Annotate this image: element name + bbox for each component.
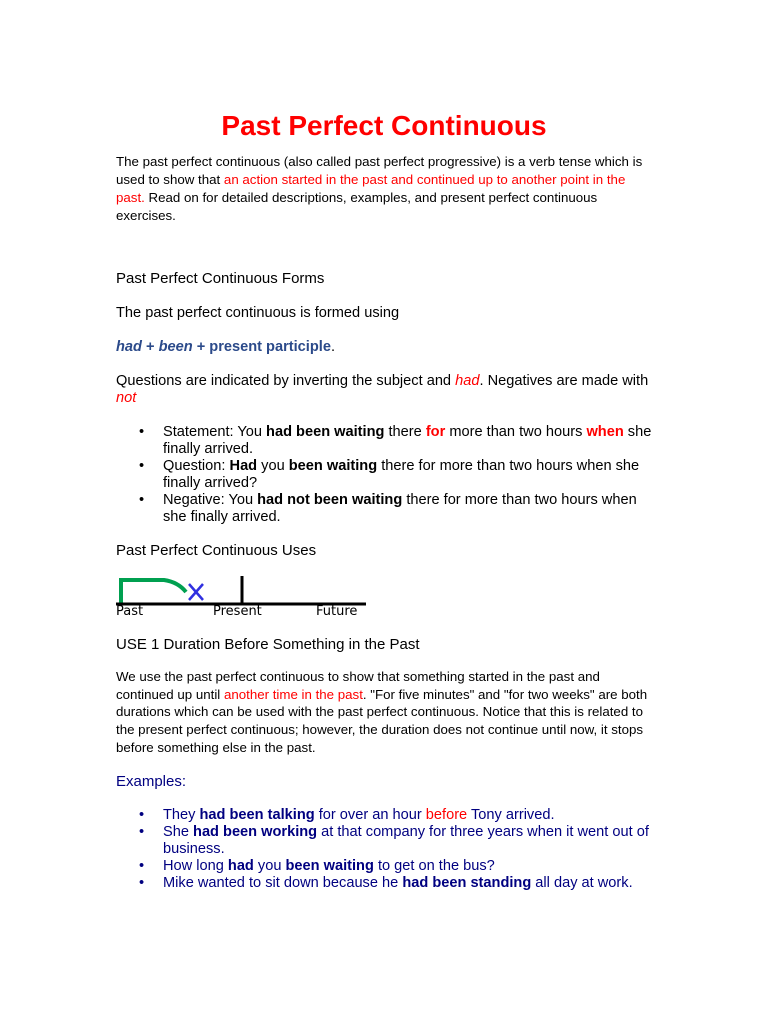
formula-rest: + present participle [192,339,331,355]
list-item [116,458,656,492]
example-text: at that company for three years when it went out of business. [163,824,649,857]
timeline-label-past: Past [116,604,144,619]
list-item [116,492,656,526]
bullet-text: Question: [163,458,230,474]
use1-text-end: . "For five minutes" and "for two weeks" are both durations which can be used with the past perfect continuous. Notice that this is related to the present perfect continuous; however, the duration does not continue until now, it stops before something else in the past. [116,686,648,755]
bullet-text: you [257,458,289,474]
example-bold: had been talking [199,807,315,823]
use1-highlight: another time in the past [223,686,363,702]
bullet-text: more than two hours [445,424,587,440]
formula-dot: . [330,339,336,355]
intro-text-end: Read on for detailed descriptions, examples, and present perfect continuous exercises. [116,190,598,223]
bullet-icon: • [139,858,145,874]
example-text: She [163,824,194,840]
formula-had: had [116,339,142,355]
intro-text: The past perfect continuous (also called past perfect progressive) is a verb tense which is used to show that [116,154,643,187]
uses-heading: Past Perfect Continuous Uses [116,542,317,559]
examples-heading: Examples: [116,773,187,790]
bullet-icon: • [139,492,145,508]
questions-text-2: . Negatives are made with [479,373,649,389]
example-text: to get on the bus? [373,858,495,874]
bullet-bold: had not been waiting [257,492,403,508]
bullet-bold: had been waiting [266,424,385,440]
bullet-red-bold: when [586,424,624,440]
use1-text: We use the past perfect continuous to show that something started in the past and continued up until [116,669,600,702]
timeline-label-future: Future [316,604,358,619]
questions-had: had [455,373,480,389]
bullet-red-bold: for [425,424,446,440]
examples-list [116,807,656,892]
bullet-icon: • [139,807,145,823]
bullet-icon: • [139,458,145,474]
timeline-diagram [116,572,376,622]
bullet-icon: • [139,875,145,891]
questions-not: not [116,390,137,406]
bullet-text: there for more than two hours when she finally arrived. [163,492,637,525]
formed-using-text: The past perfect continuous is formed using [116,305,400,321]
bullet-text: Statement: You [163,424,267,440]
example-bold: had [227,858,254,874]
formula-plus: + [141,339,159,355]
example-text: you [253,858,286,874]
timeline-graphic [116,572,376,606]
bullet-text: there for more than two hours when she finally arrived? [163,458,640,491]
bullet-bold: Had [229,458,258,474]
forms-heading: Past Perfect Continuous Forms [116,270,325,287]
duration-arc [121,580,186,603]
questions-text: Questions are indicated by inverting the subject and [116,373,456,389]
forms-bullet-list [116,424,656,526]
example-text: all day at work. [531,875,633,891]
formula [116,339,656,356]
example-text: How long [163,858,228,874]
example-text: They [163,807,200,823]
example-text: Tony arrived. [467,807,555,823]
intro-highlight: an action started in the past and continued up to another point in the past. [116,172,626,205]
bullet-text: there [384,424,426,440]
bullet-text: she finally arrived. [163,424,652,457]
example-bold: had been working [193,824,318,840]
example-highlight: before [425,807,468,823]
bullet-text: Negative: You [163,492,258,508]
formula-been: been [158,339,193,355]
example-text: Mike wanted to sit down because he [163,875,403,891]
page-title: Past Perfect Continuous [221,110,547,141]
example-bold: been waiting [285,858,374,874]
list-item [116,858,656,875]
use1-paragraph [116,668,656,757]
bullet-bold: been waiting [288,458,378,474]
questions-paragraph [116,373,656,407]
intro-paragraph [116,153,656,225]
bullet-icon: • [139,824,145,840]
bullet-icon: • [139,424,145,440]
list-item [116,824,656,858]
use1-heading: USE 1 Duration Before Something in the Past [116,636,420,653]
list-item [116,807,656,824]
list-item [116,424,656,458]
list-item [116,875,656,892]
timeline-label-present: Present [213,604,262,619]
example-text: for over an hour [314,807,426,823]
example-bold: had been standing [402,875,532,891]
